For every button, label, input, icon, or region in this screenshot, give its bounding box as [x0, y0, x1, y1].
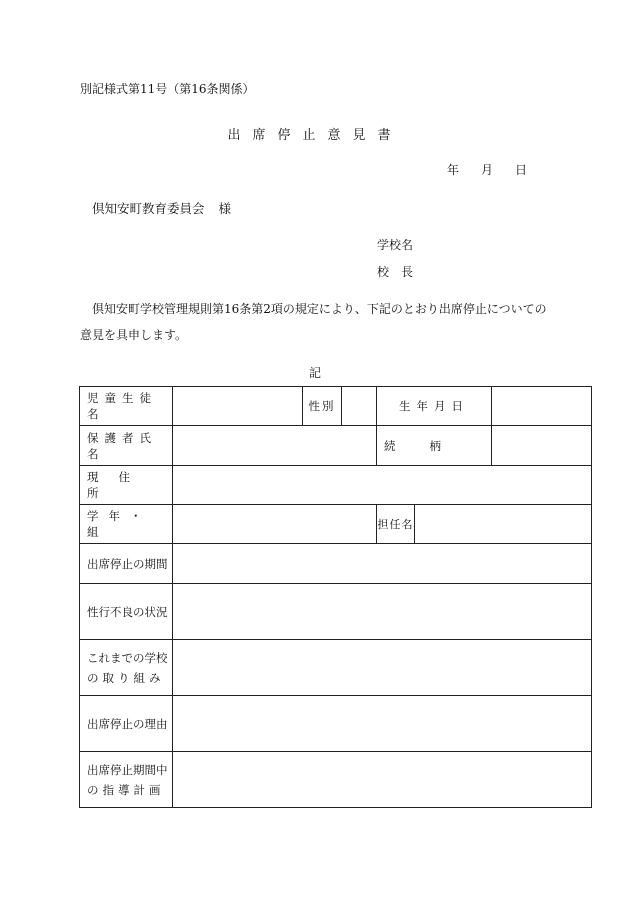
table-row	[80, 640, 592, 696]
school-efforts-label-line2: の取り組み	[87, 670, 165, 685]
school-efforts-label-line1: これまでの学校	[87, 650, 168, 665]
student-name-field[interactable]	[173, 387, 303, 426]
addressee-name: 倶知安町教育委員会	[92, 201, 205, 216]
suspension-reason-field[interactable]	[173, 696, 592, 752]
record-table	[79, 386, 592, 808]
misconduct-status-field[interactable]	[173, 584, 592, 640]
grade-class-label: 学年・組	[80, 505, 173, 544]
table-row	[80, 505, 592, 544]
school-name-label: 学校名	[377, 238, 414, 252]
form-number: 別記様式第11号（第16条関係）	[80, 82, 255, 96]
relationship-label: 続柄	[377, 426, 492, 466]
date-year-label: 年	[447, 163, 460, 177]
grade-class-field[interactable]	[173, 505, 377, 544]
address-label: 現住所	[80, 466, 173, 505]
guidance-plan-label	[80, 752, 173, 808]
guidance-plan-field[interactable]	[173, 752, 592, 808]
table-row	[80, 387, 592, 426]
relationship-field[interactable]	[492, 426, 592, 466]
student-name-label: 児童生徒名	[80, 387, 173, 426]
ki-heading: 記	[308, 366, 321, 380]
gender-label: 性別	[303, 387, 342, 426]
table-row	[80, 544, 592, 584]
homeroom-teacher-field[interactable]	[415, 505, 592, 544]
table-row	[80, 466, 592, 505]
table-row	[80, 696, 592, 752]
guardian-name-field[interactable]	[173, 426, 377, 466]
gender-field[interactable]	[342, 387, 377, 426]
guardian-name-label: 保護者氏名	[80, 426, 173, 466]
guidance-plan-label-line2: の指導計画	[87, 782, 165, 797]
body-text: 倶知安町学校管理規則第16条第2項の規定により、下記のとおり出席停止についての意見を具申します。	[80, 302, 547, 342]
address-field[interactable]	[173, 466, 592, 505]
school-efforts-label	[80, 640, 173, 696]
homeroom-teacher-label: 担任名	[377, 505, 415, 544]
addressee	[92, 199, 231, 217]
document-title: 出席停止意見書	[227, 128, 403, 143]
school-efforts-field[interactable]	[173, 640, 592, 696]
date-day-label: 日	[515, 163, 528, 177]
addressee-honorific: 様	[218, 201, 232, 216]
guidance-plan-label-line1: 出席停止期間中	[87, 762, 168, 777]
birth-date-label: 生年月日	[377, 387, 492, 426]
principal-label: 校 長	[377, 265, 414, 279]
date-month-label: 月	[481, 163, 494, 177]
table-row	[80, 426, 592, 466]
birth-date-field[interactable]	[492, 387, 592, 426]
table-row	[80, 584, 592, 640]
suspension-period-field[interactable]	[173, 544, 592, 584]
suspension-period-label: 出席停止の期間	[80, 544, 173, 584]
date-line	[447, 161, 527, 178]
misconduct-status-label: 性行不良の状況	[80, 584, 173, 640]
suspension-reason-label: 出席停止の理由	[80, 696, 173, 752]
table-row	[80, 752, 592, 808]
